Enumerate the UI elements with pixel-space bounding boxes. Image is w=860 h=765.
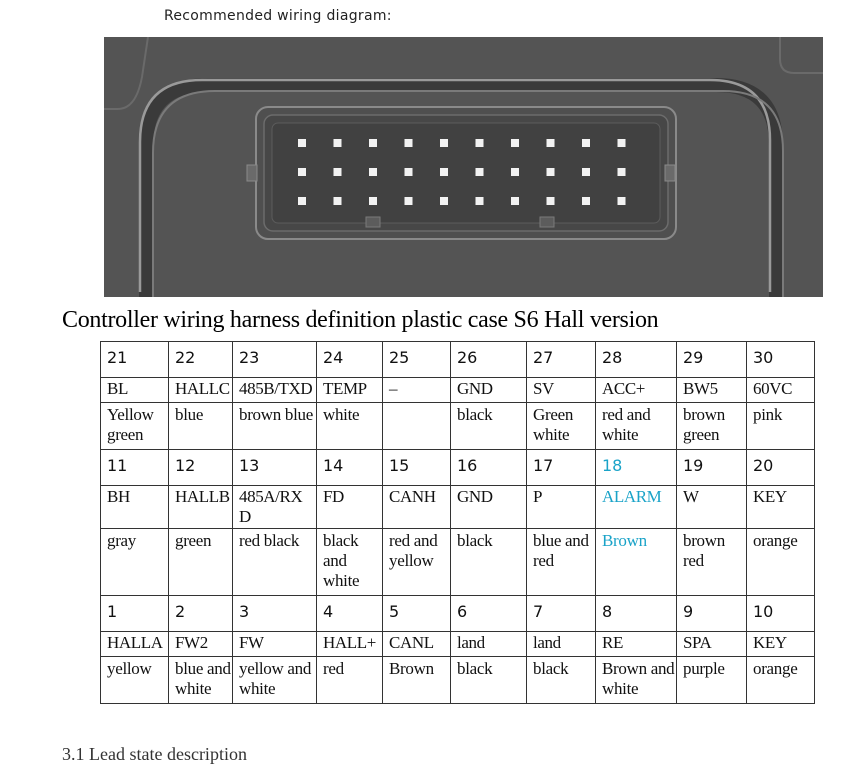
pin-number-cell: 1 [101,596,169,632]
pin-number-cell: 28 [596,342,677,378]
pin-hole [298,197,306,205]
pin-signal-cell: 485A/RX D [233,486,317,529]
pin-hole [547,139,555,147]
pin-signal-cell: 60VC [747,378,815,403]
wire-color-cell: purple [677,657,747,704]
wire-color-cell: yellow [101,657,169,704]
pin-number-cell: 6 [451,596,527,632]
pin-hole [511,197,519,205]
table-row [101,486,815,529]
pin-hole [298,139,306,147]
pin-signal-cell: HALLA [101,632,169,657]
pin-hole [369,139,377,147]
pin-hole [334,197,342,205]
wire-color-cell: yellow and white [233,657,317,704]
wire-color-cell: Yellow green [101,403,169,450]
pin-hole [405,168,413,176]
pin-number-cell: 2 [169,596,233,632]
pin-hole [369,197,377,205]
table-row [101,596,815,632]
pin-signal-cell: KEY [747,632,815,657]
wire-color-cell: blue [169,403,233,450]
wire-color-cell: red black [233,529,317,596]
pin-number-cell: 25 [383,342,451,378]
pin-signal-cell: ALARM [596,486,677,529]
pin-number-cell: 20 [747,450,815,486]
pin-signal-cell: GND [451,378,527,403]
wire-color-cell: Green white [527,403,596,450]
table-row [101,632,815,657]
pin-signal-cell: HALL+ [317,632,383,657]
pin-hole [547,168,555,176]
pin-signal-cell: 485B/TXD [233,378,317,403]
pin-hole [547,197,555,205]
pin-number-cell: 9 [677,596,747,632]
pin-definition-table [100,341,815,704]
pin-number-cell: 10 [747,596,815,632]
wire-color-cell: blue and white [169,657,233,704]
pin-number-cell: 16 [451,450,527,486]
wire-color-cell: white [317,403,383,450]
pin-number-cell: 23 [233,342,317,378]
table-row [101,450,815,486]
wire-color-cell: green [169,529,233,596]
pin-signal-cell: FD [317,486,383,529]
pin-hole [582,139,590,147]
pin-number-cell: 4 [317,596,383,632]
pin-signal-cell: GND [451,486,527,529]
wire-color-cell: Brown [596,529,677,596]
pin-signal-cell: HALLC [169,378,233,403]
pin-number-cell: 15 [383,450,451,486]
pin-hole [618,197,626,205]
pin-hole [405,139,413,147]
pin-signal-cell: land [451,632,527,657]
pin-hole [476,197,484,205]
pin-signal-cell: FW [233,632,317,657]
pin-signal-cell: BH [101,486,169,529]
wire-color-cell: black and white [317,529,383,596]
pin-hole [369,168,377,176]
pin-number-cell: 17 [527,450,596,486]
pin-signal-cell: HALLB [169,486,233,529]
pin-hole [334,139,342,147]
pin-hole [334,168,342,176]
pin-hole [298,168,306,176]
wire-color-cell: blue and red [527,529,596,596]
pin-signal-cell: P [527,486,596,529]
wire-color-cell: brown blue [233,403,317,450]
wire-color-cell: red [317,657,383,704]
pin-hole [511,168,519,176]
wire-color-cell: pink [747,403,815,450]
pin-hole [511,139,519,147]
table-row [101,657,815,704]
pin-number-cell: 19 [677,450,747,486]
wire-color-cell: black [451,657,527,704]
pin-number-cell: 24 [317,342,383,378]
pin-hole [440,139,448,147]
diagram-caption: Recommended wiring diagram: [164,8,392,24]
pin-number-cell: 26 [451,342,527,378]
pin-number-cell: 21 [101,342,169,378]
table-row [101,403,815,450]
pin-hole [618,139,626,147]
pin-number-cell: 3 [233,596,317,632]
pin-hole [582,197,590,205]
wire-color-cell: brown green [677,403,747,450]
pin-hole [476,139,484,147]
pin-signal-cell: ACC+ [596,378,677,403]
pin-hole [405,197,413,205]
pin-signal-cell: FW2 [169,632,233,657]
wire-color-cell: black [451,403,527,450]
pin-signal-cell: SV [527,378,596,403]
pin-signal-cell: BW5 [677,378,747,403]
pin-number-cell: 12 [169,450,233,486]
pin-hole [440,197,448,205]
connector-diagram [104,37,823,297]
pin-number-cell: 30 [747,342,815,378]
pin-signal-cell: KEY [747,486,815,529]
pin-signal-cell: TEMP [317,378,383,403]
pin-hole [582,168,590,176]
pin-signal-cell: – [383,378,451,403]
pin-number-cell: 7 [527,596,596,632]
wire-color-cell: orange [747,657,815,704]
wire-color-cell: orange [747,529,815,596]
wire-color-cell: black [527,657,596,704]
wire-color-cell: gray [101,529,169,596]
pin-signal-cell: CANH [383,486,451,529]
page-heading: Controller wiring harness definition plastic case S6 Hall version [62,307,659,333]
pin-signal-cell: RE [596,632,677,657]
pin-number-cell: 11 [101,450,169,486]
pin-number-cell: 14 [317,450,383,486]
wire-color-cell [383,403,451,450]
pin-number-cell: 22 [169,342,233,378]
table-row [101,529,815,596]
wire-color-cell: black [451,529,527,596]
connector-illustration [104,37,823,297]
pin-number-cell: 13 [233,450,317,486]
pin-signal-cell: SPA [677,632,747,657]
wire-color-cell: red and white [596,403,677,450]
pin-signal-cell: W [677,486,747,529]
pin-hole [618,168,626,176]
pin-hole [440,168,448,176]
pin-signal-cell: CANL [383,632,451,657]
wire-color-cell: Brown [383,657,451,704]
pin-hole [476,168,484,176]
wire-color-cell: brown red [677,529,747,596]
pin-signal-cell: land [527,632,596,657]
pin-number-cell: 27 [527,342,596,378]
section-footer: 3.1 Lead state description [62,744,247,764]
pin-number-cell: 18 [596,450,677,486]
pin-number-cell: 29 [677,342,747,378]
table-row [101,342,815,378]
pin-signal-cell: BL [101,378,169,403]
wire-color-cell: Brown and white [596,657,677,704]
wire-color-cell: red and yellow [383,529,451,596]
pin-number-cell: 8 [596,596,677,632]
pin-number-cell: 5 [383,596,451,632]
table-row [101,378,815,403]
